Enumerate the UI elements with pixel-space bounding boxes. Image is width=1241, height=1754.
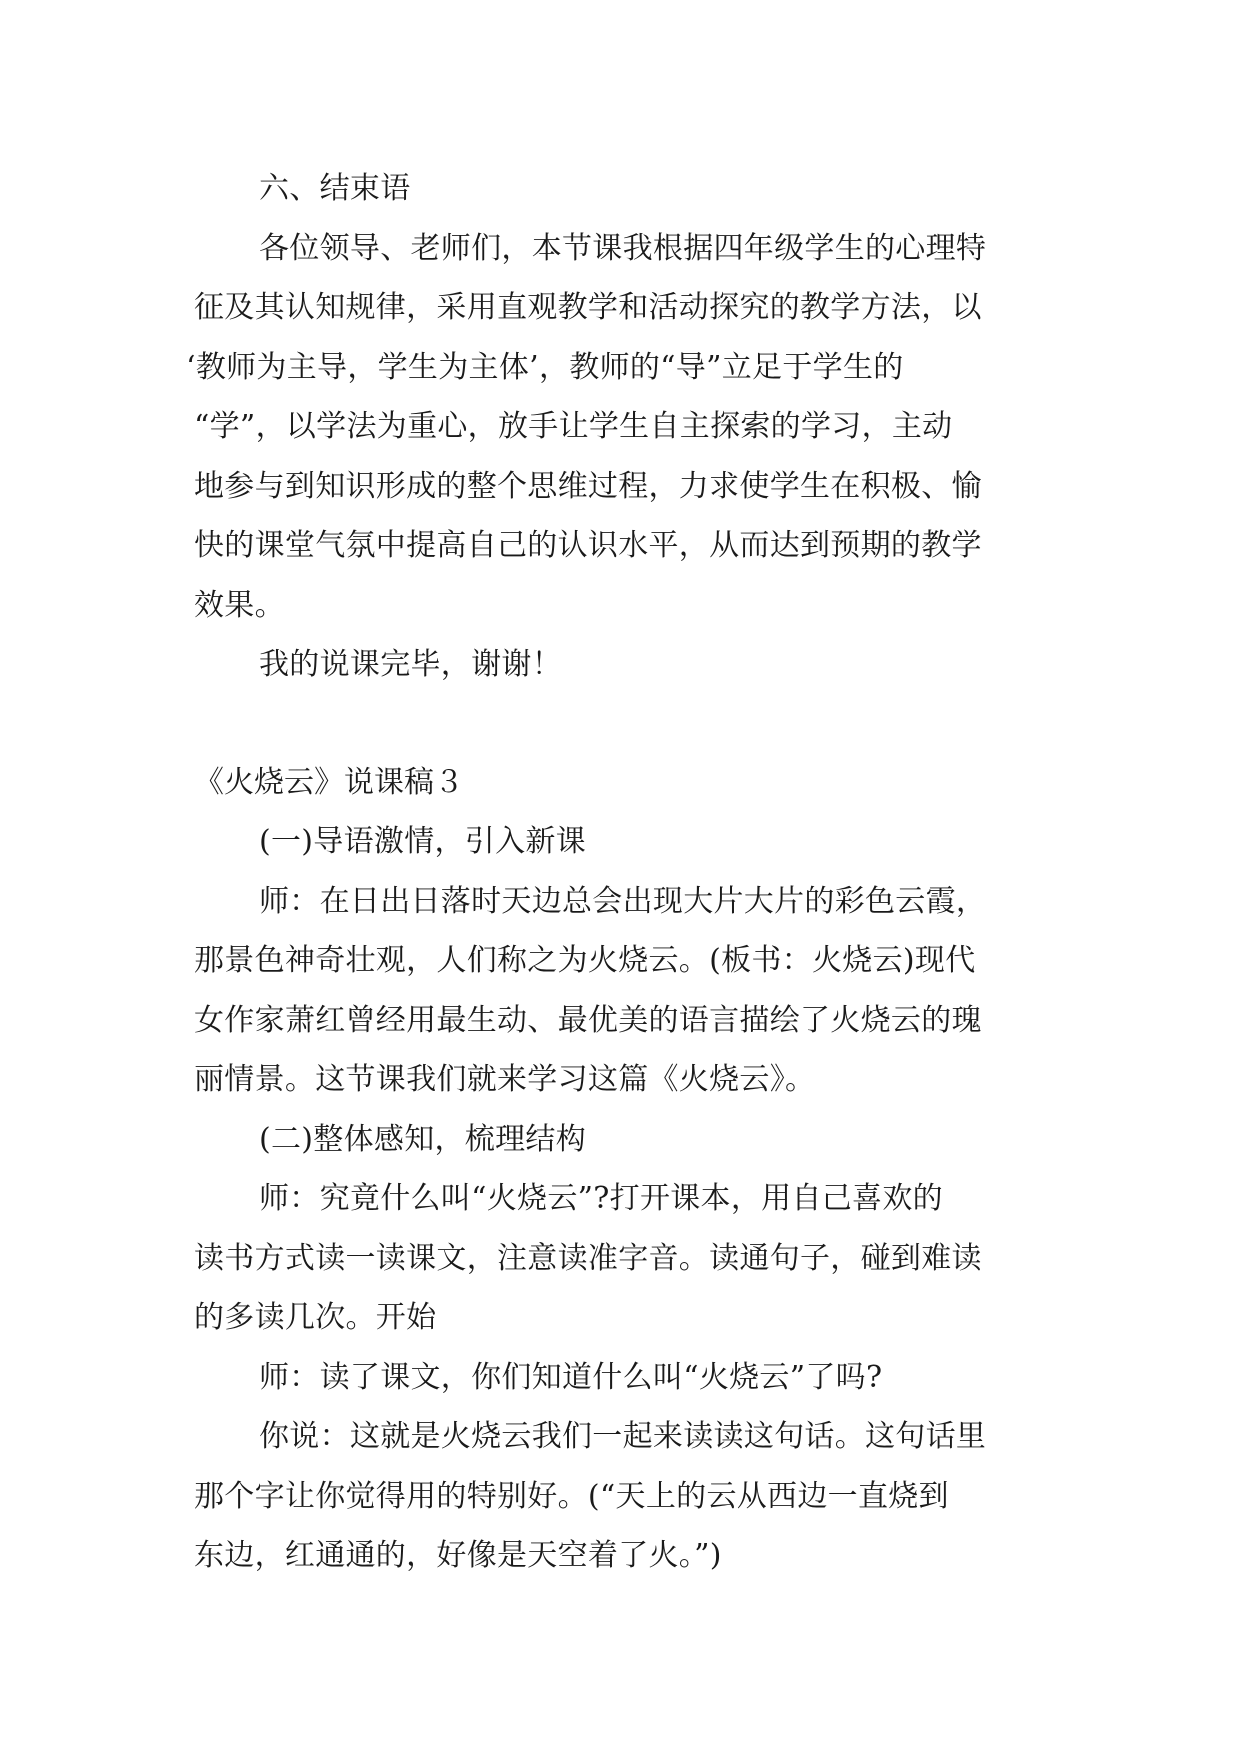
paragraph-line: “学”，以学法为重心，放手让学生自主探索的学习，主动: [194, 409, 953, 444]
paragraph-line: 地参与到知识形成的整个思维过程，力求使学生在积极、愉: [194, 468, 982, 504]
question-line: 师：读了课文，你们知道什么叫“火烧云”了吗?: [259, 1359, 883, 1395]
step2-heading: (二)整体感知，梳理结构: [259, 1121, 587, 1157]
thanks-line: 我的说课完毕，谢谢！: [259, 647, 562, 682]
paragraph-line: ‘教师为主导，学生为主体’，教师的“导”立足于学生的: [186, 349, 904, 385]
answer-paragraph: [194, 1407, 1052, 1586]
paragraph-line: 丽情景。这节课我们就来学习这篇《火烧云》。: [194, 1062, 816, 1097]
step2-paragraph: [194, 1169, 1052, 1348]
paragraph-line: 师：在日出日落时天边总会出现大片大片的彩色云霞，: [259, 883, 987, 919]
step1-heading: (一)导语激情，引入新课: [259, 824, 587, 859]
paragraph-line: 东边，红通通的，好像是天空着了火。”): [194, 1538, 722, 1573]
paragraph-line: 快的课堂气氛中提高自己的认识水平，从而达到预期的教学: [194, 528, 982, 563]
paragraph-line: 各位领导、老师们，本节课我根据四年级学生的心理特: [259, 230, 987, 266]
section-heading: 六、结束语: [259, 171, 411, 206]
document-body: [186, 159, 1052, 1586]
paragraph-line: 你说：这就是火烧云我们一起来读读这句话。这句话里: [259, 1419, 987, 1454]
paragraph-line: 的多读几次。开始: [194, 1300, 437, 1335]
paragraph-line: 征及其认知规律，采用直观教学和活动探究的教学方法，以: [194, 290, 982, 325]
closing-paragraph: [186, 219, 1052, 636]
paragraph-line: 女作家萧红曾经用最生动、最优美的语言描绘了火烧云的瑰: [194, 1002, 982, 1038]
paragraph-line: 师：究竟什么叫“火烧云”?打开课本，用自己喜欢的: [259, 1181, 943, 1216]
paragraph-line: 效果。: [194, 587, 285, 623]
section-spacer: [194, 695, 1052, 753]
step1-paragraph: [194, 872, 1052, 1110]
paragraph-line: 那个字让你觉得用的特别好。(“天上的云从西边一直烧到: [194, 1478, 949, 1514]
document-title: 《火烧云》说课稿３: [194, 764, 464, 800]
paragraph-line: 那景色神奇壮观，人们称之为火烧云。(板书：火烧云)现代: [194, 943, 976, 978]
paragraph-line: 读书方式读一读课文，注意读准字音。读通句子，碰到难读: [194, 1240, 982, 1276]
